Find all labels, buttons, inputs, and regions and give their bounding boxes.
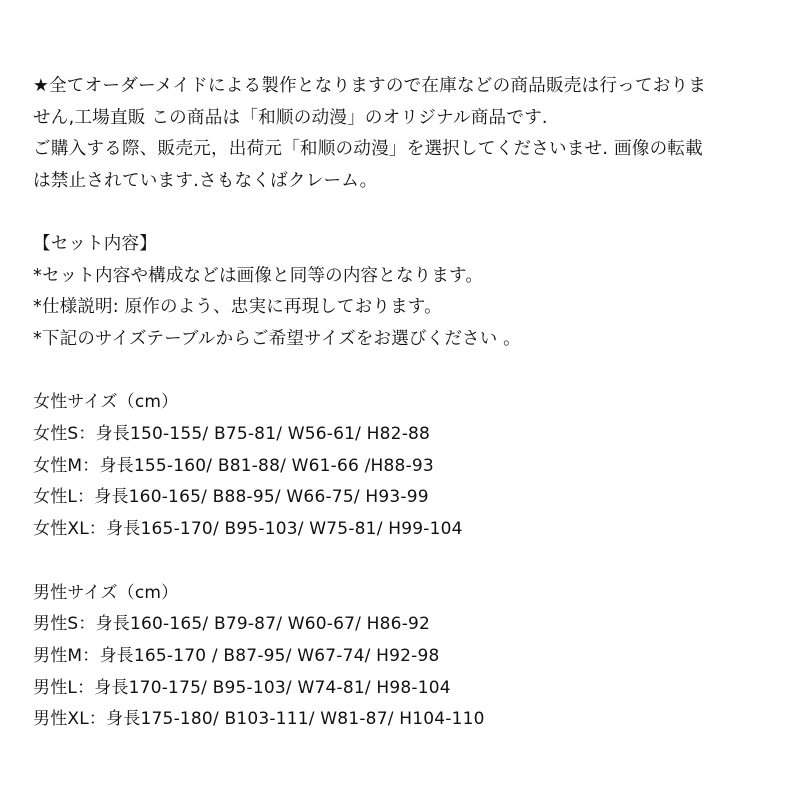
- set-contents-item: *セット内容や構成などは画像と同等の内容となります。: [33, 266, 484, 286]
- notice-line: ★全てオーダーメイドによる製作となりますので在庫などの商品販売は行っておりま: [33, 76, 707, 96]
- male-size-row: 男性M：身長165-170 / B87-95/ W67-74/ H92-98: [33, 646, 440, 666]
- male-size-row: 男性S：身長160-165/ B79-87/ W60-67/ H86-92: [33, 614, 431, 634]
- female-size-row: 女性M：身長155-160/ B81-88/ W61-66 /H88-93: [33, 456, 434, 476]
- set-contents-heading: 【セット内容】: [33, 234, 157, 254]
- male-size-heading: 男性サイズ（cm）: [33, 583, 179, 603]
- male-size-row: 男性L：身長170-175/ B95-103/ W74-81/ H98-104: [33, 678, 451, 698]
- female-size-row: 女性L：身長160-165/ B88-95/ W66-75/ H93-99: [33, 487, 429, 507]
- notice-line: は禁止されています.さもなくばクレーム。: [33, 171, 378, 191]
- female-size-row: 女性XL：身長165-170/ B95-103/ W75-81/ H99-104: [33, 519, 463, 539]
- notice-line: ご購入する際、販売元，出荷元「和顺の动漫」を選択してくださいませ. 画像の転載: [33, 139, 703, 159]
- set-contents-item: *下記のサイズテーブルからご希望サイズをお選びください 。: [33, 329, 521, 349]
- female-size-heading: 女性サイズ（cm）: [33, 392, 179, 412]
- set-contents-item: *仕様説明: 原作のよう、忠実に再現しております。: [33, 297, 442, 317]
- female-size-row: 女性S：身長150-155/ B75-81/ W56-61/ H82-88: [33, 424, 431, 444]
- notice-line: せん,工場直販 この商品は「和顺の动漫」のオリジナル商品です.: [33, 108, 548, 128]
- male-size-row: 男性XL：身長175-180/ B103-111/ W81-87/ H104-110: [33, 709, 485, 729]
